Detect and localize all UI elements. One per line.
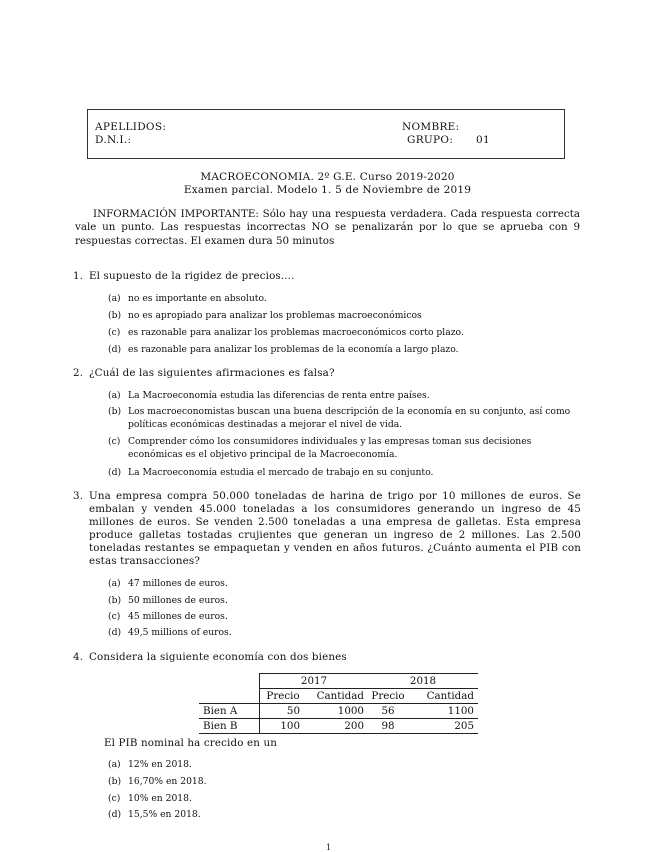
grupo-label: GRUPO: [407, 134, 454, 146]
option-text: 10% en 2018. [128, 793, 192, 804]
option-text: no es importante en absoluto. [128, 293, 267, 304]
option-text: 16,70% en 2018. [128, 776, 207, 787]
question-number: 3. [73, 490, 84, 502]
dni-label: D.N.I.: [95, 134, 132, 146]
question-number: 1. [73, 270, 84, 282]
table-year-row [199, 674, 478, 689]
option-text: 15,5% en 2018. [128, 809, 201, 820]
cell: 205 [408, 719, 478, 734]
table-row [199, 704, 478, 719]
apellidos-label: APELLIDOS: [95, 121, 167, 133]
question-number: 2. [73, 367, 84, 379]
option-text: 47 millones de euros. [128, 578, 228, 589]
option-text: 50 millones de euros. [128, 595, 228, 606]
question-number: 4. [73, 651, 84, 663]
option-label: (d) [108, 344, 122, 355]
table-header-row [199, 689, 478, 704]
question-text: ¿Cuál de las siguientes afirmaciones es falsa? [89, 367, 335, 379]
important-info [75, 208, 580, 248]
option-label: (c) [108, 611, 121, 622]
year-2017: 2017 [260, 674, 369, 689]
option-label: (b) [108, 595, 122, 606]
option-label: (d) [108, 809, 122, 820]
col-precio: Precio [368, 689, 408, 704]
col-precio: Precio [260, 689, 307, 704]
question-4 [73, 651, 581, 664]
exam-title: MACROECONOMIA. 2º G.E. Curso 2019-2020 [200, 171, 455, 183]
option-text: 12% en 2018. [128, 759, 192, 770]
option-label: (d) [108, 467, 122, 478]
option-text: es razonable para analizar los problemas de la economía a largo plazo. [128, 344, 459, 355]
table-row [199, 719, 478, 734]
cell: 50 [260, 704, 307, 719]
option-label: (a) [108, 578, 121, 589]
question-text: Una empresa compra 50.000 toneladas de harina de trigo por 10 millones de euros. Se embalan y venden 45.000 toneladas a los consumidores generando un ingreso de 45 millones de euros. Se venden 2.500 toneladas a una empresa de galletas. Esta empresa produce galletas tostadas crujientes que generan un ingreso de 2 millones. Las 2.500 toneladas restantes se empaquetan y venden en años futuros. ¿Cuánto aumenta el PIB con estas transacciones? [89, 490, 581, 567]
cell: 200 [306, 719, 368, 734]
row-name: Bien A [199, 704, 260, 719]
student-info-box [87, 109, 565, 159]
option-text: Los macroeconomistas buscan una buena descripción de la economía en su conjunto, así como políticas económicas destinadas a mejorar el nivel de vida. [128, 406, 571, 430]
cell: 56 [368, 704, 408, 719]
option-text: 45 millones de euros. [128, 611, 228, 622]
option-label: (b) [108, 406, 122, 417]
option-text: Comprender cómo los consumidores individuales y las empresas toman sus decisiones económicas es el objetivo principal de la Macroeconomía. [128, 436, 532, 460]
page-number: 1 [326, 843, 332, 852]
question-4-intro: El PIB nominal ha crecido en un [104, 737, 278, 749]
cell: 1000 [306, 704, 368, 719]
option-text: La Macroeconomía estudia las diferencias de renta entre países. [128, 390, 430, 401]
question-2 [73, 367, 581, 380]
question-1 [73, 270, 581, 283]
option-label: (c) [108, 793, 121, 804]
nombre-label: NOMBRE: [402, 121, 460, 133]
question-text: Considera la siguiente economía con dos bienes [89, 651, 347, 663]
option-text: es razonable para analizar los problemas macroeconómicos corto plazo. [128, 327, 464, 338]
option-label: (c) [108, 436, 121, 447]
option-text: 49,5 millions of euros. [128, 627, 232, 638]
goods-table [199, 673, 478, 734]
cell: 100 [260, 719, 307, 734]
question-text: El supuesto de la rigidez de precios.... [89, 270, 295, 282]
option-text: no es apropiado para analizar los problemas macroeconómicos [128, 310, 422, 321]
option-label: (b) [108, 310, 122, 321]
grupo-value: 01 [476, 134, 490, 146]
option-label: (d) [108, 627, 122, 638]
cell: 1100 [408, 704, 478, 719]
option-label: (c) [108, 327, 121, 338]
option-label: (b) [108, 776, 122, 787]
option-label: (a) [108, 293, 121, 304]
exam-subtitle: Examen parcial. Modelo 1. 5 de Noviembre de 2019 [183, 184, 472, 196]
cell: 98 [368, 719, 408, 734]
col-cantidad: Cantidad [408, 689, 478, 704]
option-text: La Macroeconomía estudia el mercado de trabajo en su conjunto. [128, 467, 434, 478]
option-label: (a) [108, 759, 121, 770]
info-lead: INFORMACIÓN IMPORTANTE: [93, 208, 259, 220]
question-3 [73, 490, 581, 568]
row-name: Bien B [199, 719, 260, 734]
year-2018: 2018 [368, 674, 478, 689]
col-cantidad: Cantidad [306, 689, 368, 704]
option-label: (a) [108, 390, 121, 401]
info-text: Sólo hay una respuesta verdadera. Cada respuesta correcta vale un punto. Las respuestas incorrectas NO se penalizarán por lo que se aprueba con 9 respuestas correctas. El examen dura 50 minutos [75, 208, 580, 247]
